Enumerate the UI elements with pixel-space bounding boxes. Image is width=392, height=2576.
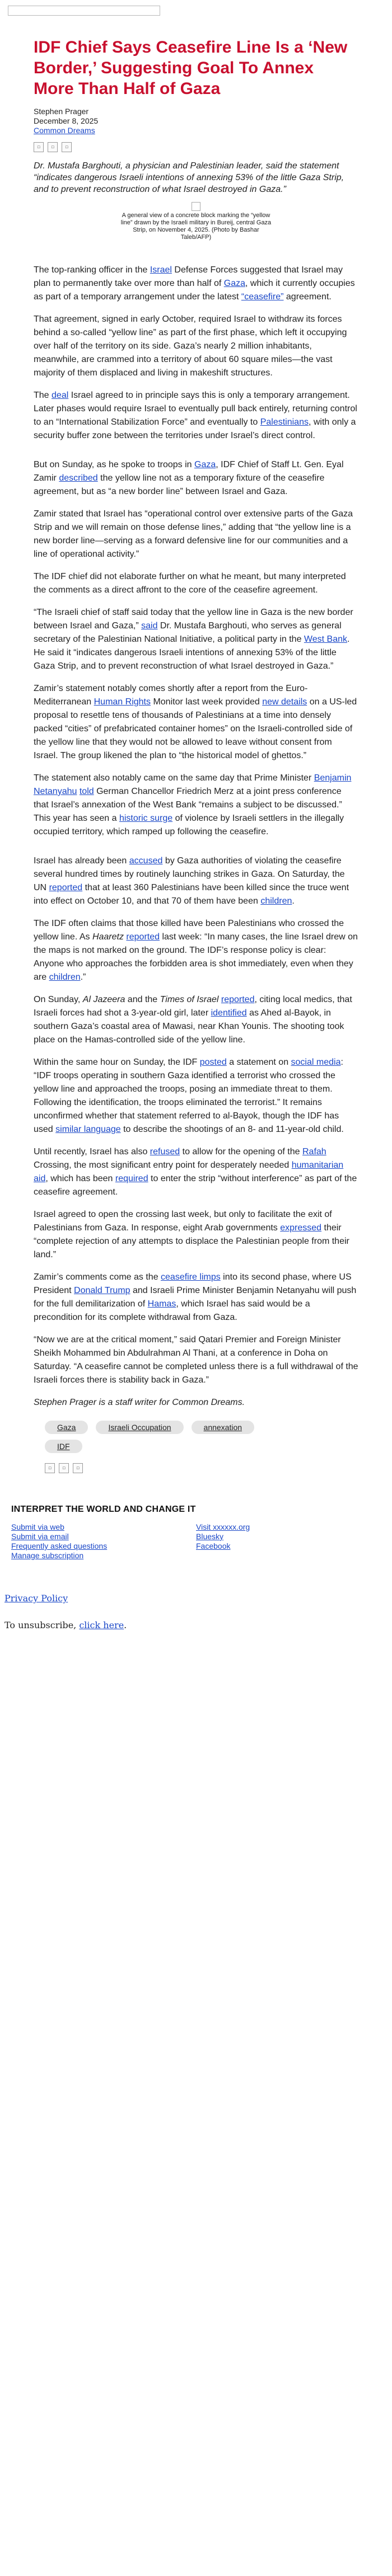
- article-paragraph: [34, 993, 358, 1047]
- paragraph-text: Zamir’s statement notably comes shortly after a report from the Euro-Mediterranean: [34, 684, 308, 707]
- paragraph-text: , with only a security buffer zone between the territories under Israel’s direct control.: [34, 417, 356, 440]
- article-paragraph: [34, 507, 358, 561]
- inline-link[interactable]: said: [141, 621, 158, 631]
- paragraph-text: into its second phase, where US President: [34, 1272, 352, 1295]
- figure-caption: A general view of a concrete block marking the “yellow line” drawn by the Israeli military in Bureij, central Gaza Strip, on November 4, 2025. (Photo by Bashar Taleb/AFP): [120, 212, 272, 241]
- inline-link[interactable]: required: [115, 1174, 148, 1183]
- footer-link[interactable]: Manage subscription: [11, 1551, 84, 1560]
- inline-link[interactable]: accused: [129, 856, 163, 866]
- footer-link[interactable]: Visit xxxxxx.org: [196, 1522, 250, 1531]
- paragraph-text: Monitor last week provided: [151, 697, 263, 707]
- article-paragraph: [34, 264, 358, 304]
- paragraph-text: that at least 360 Palestinians have been killed since the truce went into effect on October 10, and that 70 of them have been: [34, 883, 349, 906]
- paragraph-text: , citing local medics, that Israeli forces had shot a 3-year-old girl, later: [34, 995, 352, 1018]
- paragraph-text: .: [292, 896, 295, 906]
- publication-name: Al Jazeera: [82, 995, 125, 1004]
- paragraph-text: to enter the strip “without interference” as part of the ceasefire agreement.: [34, 1174, 357, 1197]
- paragraph-text: “Now we are at the critical moment,” said Qatari Premier and Foreign Minister Sheikh Mohammed bin Abdulrahman Al Thani, at a conference in Doha on Saturday. “A ceasefire cannot be completed unless there is a full withdrawal of the Israeli forces there is stability back in Gaza.”: [34, 1335, 358, 1385]
- share-twitter-icon[interactable]: ▫: [59, 1463, 69, 1473]
- inline-link[interactable]: ceasefire limps: [161, 1272, 221, 1282]
- article-title: IDF Chief Says Ceasefire Line Is a ‘New Border,’ Suggesting Goal To Annex More Than Half of Gaza: [34, 38, 348, 98]
- article-paragraph: [34, 389, 358, 443]
- publication-name: Haaretz: [92, 932, 124, 942]
- paragraph-text: and Israeli Prime Minister Benjamin Netanyahu will push for the full demilitarization of: [34, 1286, 357, 1309]
- inline-link[interactable]: posted: [199, 1057, 227, 1067]
- unsubscribe-suffix: .: [124, 1620, 127, 1630]
- paragraph-text: of violence by Israeli settlers in the illegally occupied territory, which ramped up following the ceasefire.: [34, 814, 344, 836]
- share-email-icon[interactable]: ▫: [62, 142, 72, 152]
- inline-link[interactable]: identified: [211, 1008, 247, 1018]
- inline-link[interactable]: told: [79, 787, 94, 796]
- paragraph-text: Until recently, Israel has also: [34, 1147, 150, 1157]
- paragraph-text: to describe the shootings of an 8- and 11-year-old child.: [120, 1125, 344, 1134]
- article: [34, 37, 358, 1473]
- paragraph-text: The: [34, 391, 52, 400]
- inline-link[interactable]: refused: [150, 1147, 180, 1157]
- footer-link[interactable]: Frequently asked questions: [11, 1541, 108, 1550]
- paragraph-text: The IDF chief did not elaborate further on what he meant, but many interpreted the comments as a direct affront to the core of the ceasefire agreement.: [34, 572, 346, 595]
- paragraph-text: Israel agreed to open the crossing last week, but only to facilitate the exit of Palestinians from Gaza. In response, eight Arab governments: [34, 1210, 332, 1233]
- paragraph-text: Dr. Mustafa Barghouti, who serves as general secretary of the Palestinian National Initiative, a political party in the: [34, 621, 342, 644]
- figure-image: [192, 202, 200, 211]
- author-name: Stephen Prager: [34, 107, 89, 116]
- paragraph-text: The statement also notably came on the same day that Prime Minister: [34, 773, 314, 783]
- footer-link[interactable]: Bluesky: [196, 1532, 224, 1541]
- source-link[interactable]: Common Dreams: [34, 126, 95, 135]
- paragraph-text: , which it currently occupies as part of a temporary arrangement under the latest: [34, 279, 355, 302]
- author-byline: Stephen Prager is a staff writer for Common Dreams.: [34, 1398, 245, 1407]
- paragraph-text: , which Israel has said would be a precondition for its complete withdrawal from Gaza.: [34, 1299, 310, 1322]
- footer-heading: INTERPRET THE WORLD AND CHANGE IT: [11, 1505, 196, 1514]
- share-facebook-icon[interactable]: ▫: [45, 1463, 55, 1473]
- footer-link[interactable]: Facebook: [196, 1541, 231, 1550]
- article-paragraph: [34, 1145, 358, 1199]
- newsletter-footer: [0, 1505, 392, 1560]
- inline-link[interactable]: Gaza: [223, 279, 245, 288]
- paragraph-text: .”: [80, 972, 86, 982]
- inline-link[interactable]: Israel: [150, 265, 172, 275]
- unsubscribe-prefix: To unsubscribe,: [4, 1620, 80, 1630]
- inline-link[interactable]: Rafah: [302, 1147, 326, 1157]
- inline-link[interactable]: similar language: [55, 1125, 121, 1134]
- inline-link[interactable]: Hamas: [147, 1299, 176, 1309]
- article-meta: [34, 107, 358, 135]
- logo-image: [8, 6, 160, 16]
- inline-link[interactable]: deal: [52, 391, 69, 400]
- paragraph-text: , which has been: [45, 1174, 115, 1183]
- article-paragraph: [34, 606, 358, 673]
- share-facebook-icon[interactable]: ▫: [34, 142, 44, 152]
- tag-pill[interactable]: Israeli Occupation: [96, 1421, 183, 1434]
- article-paragraph: [34, 1056, 358, 1136]
- share-row-top: [34, 142, 358, 152]
- inline-link[interactable]: children: [49, 972, 81, 982]
- paragraph-text: The IDF often claims that those killed have been Palestinians who crossed the yellow line. As: [34, 919, 344, 942]
- share-twitter-icon[interactable]: ▫: [48, 142, 58, 152]
- footer-right-links: [196, 1522, 381, 1560]
- privacy-policy-link[interactable]: Privacy Policy: [4, 1593, 68, 1604]
- inline-link[interactable]: described: [59, 473, 98, 483]
- inline-link[interactable]: West Bank: [304, 634, 347, 644]
- inline-link[interactable]: new details: [262, 697, 307, 707]
- paragraph-text: Zamir’s comments come as the: [34, 1272, 161, 1282]
- inline-link[interactable]: Donald Trump: [74, 1286, 130, 1295]
- inline-link[interactable]: children: [260, 896, 292, 906]
- inline-link[interactable]: expressed: [280, 1223, 322, 1233]
- inline-link[interactable]: “ceasefire”: [241, 292, 284, 302]
- article-paragraph: [34, 854, 358, 908]
- paragraph-text: “The Israeli chief of staff said today that the yellow line in Gaza is the new border between Israel and Gaza,”: [34, 608, 353, 631]
- publication-name: Times of Israel: [160, 995, 219, 1004]
- inline-link[interactable]: social media: [291, 1057, 341, 1067]
- paragraph-text: Within the same hour on Sunday, the IDF: [34, 1057, 200, 1067]
- paragraph-text: : “IDF troops operating in southern Gaza identified a terrorist who crossed the yellow line and approached the troops, posing an immediate threat to them. Following the identification, the troops eliminated the terrorist.” It remains unconfirmed whether that statement referred to al-Bayok, though the IDF has used: [34, 1057, 343, 1134]
- footer-left-links: [11, 1522, 196, 1560]
- paragraph-text: their “complete rejection of any attempts to displace the Palestinian people from their land.”: [34, 1223, 349, 1259]
- unsubscribe-link[interactable]: click here: [79, 1620, 124, 1630]
- paragraph-text: and the: [125, 995, 160, 1004]
- paragraph-text: That agreement, signed in early October, required Israel to withdraw its forces behind a so-called “yellow line” as part of the first phase, which left it occupying over half of the territory on its side. Gaza’s nearly 2 million inhabitants, meanwhile, are crammed into a territory of about 60 square miles—the vast majority of them displaced and living in makeshift structures.: [34, 314, 347, 378]
- paragraph-text: to allow for the opening of the: [180, 1147, 302, 1157]
- inline-link[interactable]: reported: [126, 932, 160, 942]
- inline-link[interactable]: reported: [221, 995, 255, 1004]
- paragraph-text: on a US-led proposal to resettle tens of thousands of Palestinians at a time into densely packed “cities” of prefabricated container homes” on the Israeli-controlled side of the yellow line that they would not be allowed to leave without consent from Israel. The group likened the plan to “the historical model of ghettos.”: [34, 697, 357, 760]
- article-paragraph: [34, 458, 358, 499]
- article-figure: [34, 202, 358, 241]
- logo-bar: [0, 0, 392, 21]
- paragraph-text: Israel has already been: [34, 856, 129, 866]
- article-paragraph: [34, 772, 358, 839]
- share-email-icon[interactable]: ▫: [73, 1463, 83, 1473]
- inline-link[interactable]: Human Rights: [94, 697, 151, 707]
- inline-link[interactable]: humanitarian aid: [34, 1160, 344, 1183]
- article-lede: Dr. Mustafa Barghouti, a physician and Palestinian leader, said the statement “indicates dangerous Israeli intentions of annexing 53% of the little Gaza Strip, and to prevent reconstruction of what Israel destroyed in Gaza.”: [34, 161, 344, 194]
- article-paragraph: [34, 570, 358, 597]
- inline-link[interactable]: Gaza: [194, 460, 216, 469]
- paragraph-text: Zamir stated that Israel has “operational control over extensive parts of the Gaza Strip and we will remain on those defense lines,” adding that “the yellow line is a new border line—serving as a forward defensive line for our communities and a line of operational activity.”: [34, 509, 353, 559]
- article-paragraph: [34, 313, 358, 380]
- paragraph-text: last week: “In many cases, the line Israel drew on the maps is not marked on the ground. The IDF’s response policy is clear: Anyone who approaches the forbidden area is shot immediately, even when they are: [34, 932, 358, 982]
- footer-link[interactable]: Submit via web: [11, 1522, 64, 1531]
- paragraph-text: agreement.: [283, 292, 332, 302]
- inline-link[interactable]: Palestinians: [260, 417, 309, 427]
- bottom-links: [0, 1593, 392, 1631]
- paragraph-text: by Gaza authorities of violating the ceasefire several hundred times by routinely launching strikes in Gaza. On Saturday, the UN: [34, 856, 345, 892]
- inline-link[interactable]: reported: [49, 883, 83, 892]
- paragraph-text: the yellow line not as a temporary fixture of the ceasefire agreement, but as “a new border line” between Israel and Gaza.: [34, 473, 325, 496]
- paragraph-text: The top-ranking officer in the: [34, 265, 150, 275]
- inline-link[interactable]: Benjamin Netanyahu: [34, 773, 352, 796]
- footer-link[interactable]: Submit via email: [11, 1532, 69, 1541]
- paragraph-text: . He said it “indicates dangerous Israeli intentions of annexing 53% of the little Gaza Strip, and to prevent reconstruction of what Israel destroyed in Gaza.”: [34, 634, 350, 671]
- tag-pill[interactable]: annexation: [192, 1421, 255, 1434]
- article-paragraph: [34, 1271, 358, 1324]
- article-paragraph: [34, 917, 358, 984]
- article-paragraph: [34, 1333, 358, 1387]
- paragraph-text: , IDF Chief of Staff Lt. Gen. Eyal Zamir: [34, 460, 344, 483]
- tag-pill[interactable]: Gaza: [45, 1421, 88, 1434]
- publish-date: December 8, 2025: [34, 116, 99, 125]
- article-paragraph: [34, 1208, 358, 1262]
- unsubscribe-text: [4, 1620, 392, 1631]
- paragraph-text: as Ahed al-Bayok, in southern Gaza’s coastal area of Mawasi, near Khan Younis. The shooting took place on the Hamas-controlled side of the yellow line.: [34, 1008, 344, 1045]
- inline-link[interactable]: historic surge: [119, 814, 173, 823]
- paragraph-text: Defense Forces suggested that Israel may plan to permanently take over more than half of: [34, 265, 343, 288]
- article-body: [34, 264, 358, 1387]
- tag-list: [45, 1421, 291, 1453]
- tag-pill[interactable]: IDF: [45, 1440, 82, 1453]
- paragraph-text: But on Sunday, as he spoke to troops in: [34, 460, 194, 469]
- article-paragraph: [34, 682, 358, 763]
- paragraph-text: German Chancellor Friedrich Merz at a joint press conference that Israel’s annexation of the West Bank “remains a subject to be discussed.” This year has seen a: [34, 787, 342, 823]
- share-row-bottom: [45, 1463, 358, 1473]
- paragraph-text: a statement on: [226, 1057, 291, 1067]
- paragraph-text: Crossing, the most significant entry point for desperately needed: [34, 1160, 292, 1170]
- paragraph-text: Israel agreed to in principle says this is only a temporary arrangement. Later phases would require Israel to eventually pull back entirely, returning control to an “International Stabilization Force” and eventually to: [34, 391, 357, 427]
- paragraph-text: On Sunday,: [34, 995, 83, 1004]
